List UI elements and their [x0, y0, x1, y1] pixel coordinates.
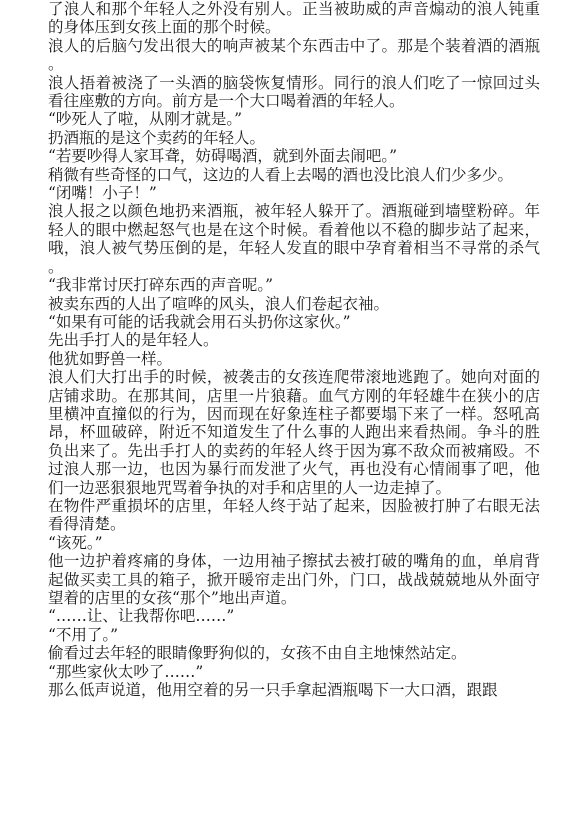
- paragraph: 先出手打人的是年轻人。: [48, 331, 219, 350]
- paragraph: 他一边护着疼痛的身体，一边用袖子擦拭去被打破的嘴角的血，单肩背起做买卖工具的箱子，掀开暖帘走出门外，门口，战战兢兢地从外面守望着的店里的女孩“那个”地出声道。: [48, 552, 540, 607]
- paragraph: “吵死人了啦，从刚才就是。”: [48, 110, 243, 129]
- paragraph: 稍微有些奇怪的口气，这边的人看上去喝的酒也没比浪人们少多少。: [48, 165, 514, 184]
- document-page: [48, 0, 540, 828]
- paragraph: 他犹如野兽一样。: [48, 349, 173, 368]
- paragraph: 浪人报之以颜色地扔来酒瓶，被年轻人躲开了。酒瓶碰到墙壁粉碎。年轻人的眼中燃起怒气也是在这个时候。看着他以不稳的脚步站了起来，哦，浪人被气势压倒的是，年轻人发直的眼中孕育着相当不寻常的杀气。: [48, 202, 540, 276]
- paragraph: 浪人们大打出手的时候，被袭击的女孩连爬带滚地逃跑了。她向对面的店铺求助。在那其间，店里一片狼藉。血气方刚的年轻雄牛在狭小的店里横冲直撞似的行为，因而现在好象连柱子都要塌下来了一样。怒吼高昂，杯皿破碎，附近不知道发生了什么事的人跑出来看热闹。争斗的胜负出来了。先出手打人的卖药的年轻人终于因为寡不敌众而被痛殴。不过浪人那一边，也因为暴行而发泄了火气，再也没有心情闹事了吧，他们一边恶狠狠地咒骂着争执的对手和店里的人一边走掉了。: [48, 368, 540, 497]
- paragraph: 浪人捂着被浇了一头酒的脑袋恢复情形。同行的浪人们吃了一惊回过头看往座敷的方向。前方是一个大口喝着酒的年轻人。: [48, 73, 540, 111]
- paragraph: 那么低声说道，他用空着的另一只手拿起酒瓶喝下一大口酒，跟跟: [48, 681, 498, 700]
- paragraph: “我非常讨厌打碎东西的声音呢。”: [48, 276, 274, 295]
- paragraph: 在物件严重损坏的店里，年轻人终于站了起来，因脸被打肿了右眼无法看得清楚。: [48, 496, 540, 534]
- paragraph: 偷看过去年轻的眼睛像野狗似的，女孩不由自主地悚然站定。: [48, 644, 467, 663]
- paragraph: 浪人的后脑勺发出很大的响声被某个东西击中了。那是个装着酒的酒瓶。: [48, 36, 540, 74]
- paragraph: “……让、让我帮你吧……”: [48, 607, 235, 626]
- paragraph: “若要吵得人家耳聋，妨碍喝酒，就到外面去闹吧。”: [48, 147, 398, 166]
- paragraph: “那些家伙太吵了……”: [48, 662, 204, 681]
- paragraph: “不用了。”: [48, 625, 119, 644]
- paragraph: 扔酒瓶的是这个卖药的年轻人。: [48, 128, 266, 147]
- paragraph: 被卖东西的人出了喧哗的风头，浪人们卷起衣袖。: [48, 294, 390, 313]
- paragraph: “该死。”: [48, 533, 103, 552]
- paragraph: “如果有可能的话我就会用石头扔你这家伙。”: [48, 312, 351, 331]
- paragraph: “闭嘴！小子！”: [48, 184, 157, 203]
- paragraph: 了浪人和那个年轻人之外没有别人。正当被助威的声音煽动的浪人钝重的身体压到女孩上面的那个时候。: [48, 0, 540, 37]
